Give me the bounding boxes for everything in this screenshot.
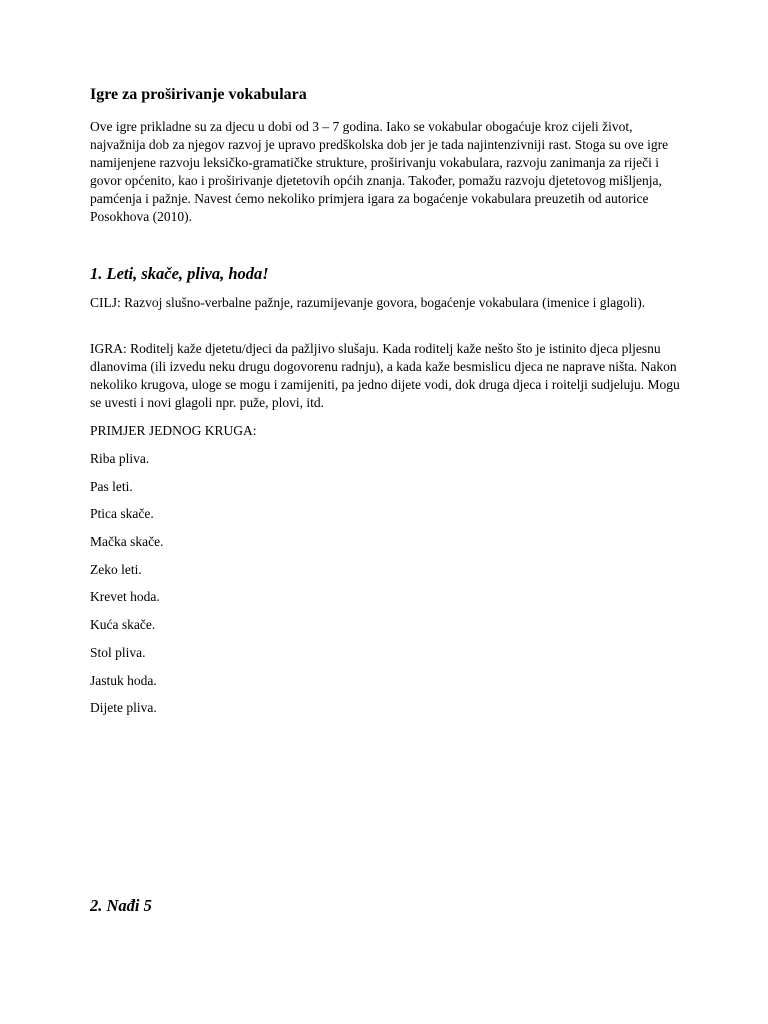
list-item: Riba pliva. (90, 451, 150, 466)
list-item: Jastuk hoda. (90, 672, 157, 688)
section-2-heading: 2. Nađi 5 (90, 896, 152, 915)
section-1-game: IGRA: Roditelj kaže djetetu/djeci da pažljivo slušaju. Kada roditelj kaže nešto što je istinito djeca pljesnu dlanovima (ili izvedu neku drugu dogovorenu radnju), a kada kaže besmislicu djeca ne naprave ništa. Nakon nekoliko krugova, uloge se mogu i zamijeniti, pa jedno dijete vodi, dok druga djeca i roitelji sudjeluju. Mogu se uvesti i novi glagoli npr. puže, plovi, itd. (90, 341, 680, 410)
list-item: Krevet hoda. (90, 589, 160, 605)
list-item: Stol pliva. (90, 644, 146, 660)
list-item: Zeko leti. (90, 561, 142, 577)
section-1-goal: CILJ: Razvoj slušno-verbalne pažnje, razumijevanje govora, bogaćenje vokabulara (imenice i glagoli). (90, 295, 646, 310)
document-page (90, 0, 690, 1024)
example-list (90, 450, 163, 727)
list-item: Ptica skače. (90, 506, 154, 522)
list-item: Pas leti. (90, 478, 133, 494)
list-item: Mačka skače. (90, 534, 164, 550)
document-title: Igre za proširivanje vokabulara (90, 86, 307, 103)
intro-paragraph: Ove igre prikladne su za djecu u dobi od 3 – 7 godina. Iako se vokabular obogaćuje kroz cijeli život, najvažnija dob za njegov razvoj je upravo predškolska dob jer je tada najintenzivniji rast. Stoga su ove igre namijenjene razvoju leksičko-gramatičke strukture, proširivanju vokabulara, razvoju zanimanja za riječi i govor općenito, kao i proširivanje djetetovih općih znanja. Također, pomažu razvoju djetetovog mišljenja, pamćenja i pažnje. Navest ćemo nekoliko primjera igara za bogaćenje vokabulara preuzetih od autorice Posokhova (2010). (90, 119, 669, 224)
list-item: Dijete pliva. (90, 700, 157, 716)
section-1-heading: 1. Leti, skače, pliva, hoda! (90, 264, 269, 283)
section-1-example-label: PRIMJER JEDNOG KRUGA: (90, 423, 257, 438)
list-item: Kuća skače. (90, 617, 156, 633)
